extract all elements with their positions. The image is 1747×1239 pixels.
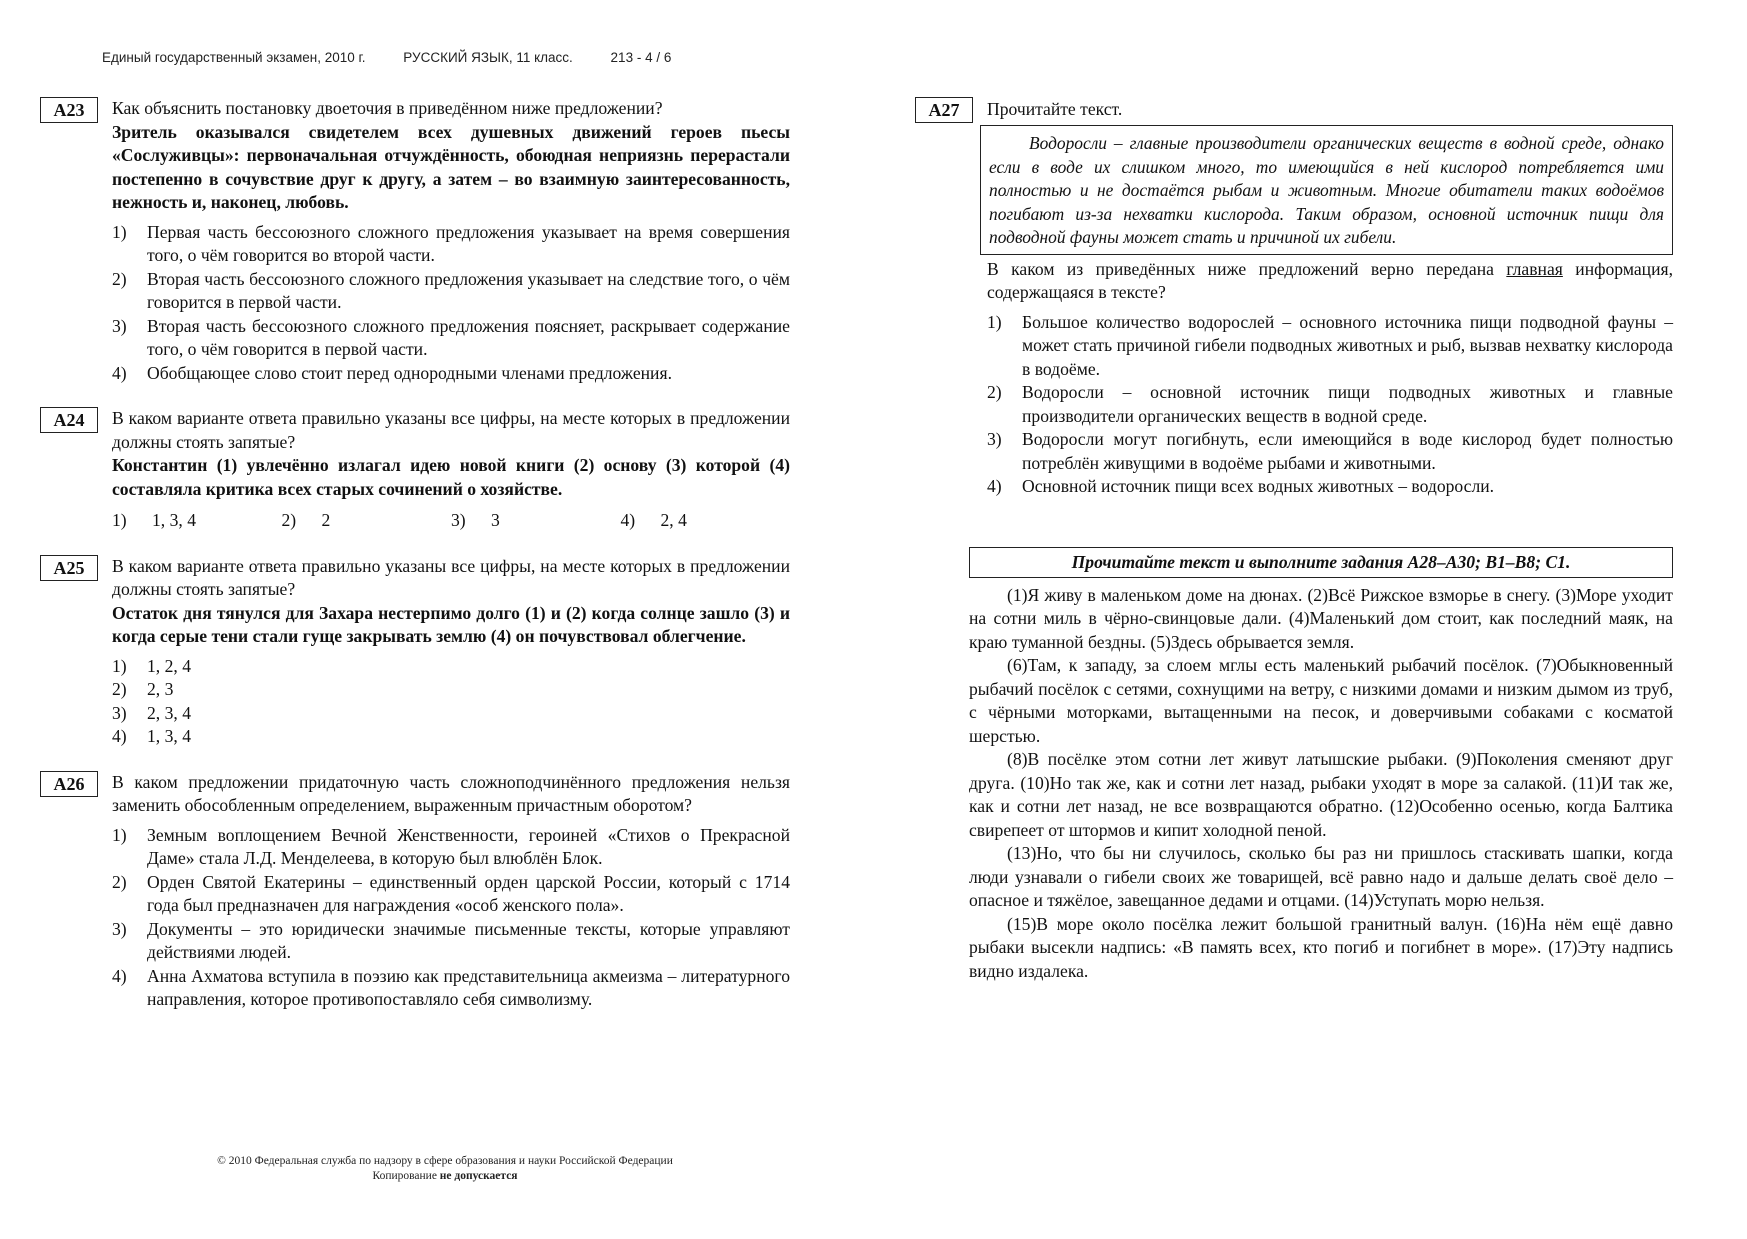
task-a27 bbox=[915, 97, 1673, 499]
left-column bbox=[40, 97, 790, 1034]
task-intro: Прочитайте текст. bbox=[987, 99, 1123, 119]
task-sentence: Зритель оказывался свидетелем всех душевных движений героев пьесы «Сослуживцы»: первоначальная отчуждённость, обоюдная неприязнь перерастали постепенно в сочувствие друг к другу, а затем – во взаимную заинтересованность, нежность и, наконец, любовь. bbox=[112, 121, 790, 212]
instruction-banner: Прочитайте текст и выполните задания А28–А30; В1–В8; С1. bbox=[969, 547, 1673, 578]
answer-options bbox=[112, 824, 790, 1012]
text-paragraph: (8)В посёлке этом сотни лет живут латышские рыбаки. (9)Поколения сменяют друг друга. (10)Но так же, как и сотни лет назад, рыбаки уходят в море за салакой. (11)И так же, как и сотни лет назад, не все возвращаются обратно. (12)Особенно осенью, когда Балтика свирепеет от штормов и кипит холодной пеной. bbox=[969, 749, 1673, 840]
right-column bbox=[915, 97, 1673, 983]
answer-option[interactable]: 4) Обобщающее слово стоит перед однородными членами предложения. bbox=[112, 362, 672, 383]
answer-option[interactable]: 2) Вторая часть бессоюзного сложного предложения указывает на следствие того, о чём говорится в первой части. bbox=[112, 268, 790, 312]
answer-options bbox=[112, 221, 790, 386]
answer-option[interactable]: 1) 1, 3, 4 bbox=[112, 510, 196, 530]
answer-option[interactable]: 2) 2, 3 bbox=[112, 679, 174, 699]
answer-option[interactable]: 3) Водоросли могут погибнуть, если имеющийся в воде кислород будет полностью потреблён живущими в водоёме рыбами и животными. bbox=[987, 429, 1673, 473]
answer-option[interactable]: 1) Первая часть бессоюзного сложного предложения указывает на время совершения того, о чём говорится во второй части. bbox=[112, 221, 790, 265]
copy-notice: Копирование не допускается bbox=[372, 1170, 518, 1182]
page-number: 213 - 4 / 6 bbox=[610, 50, 672, 65]
task-number: A23 bbox=[40, 97, 98, 123]
task-number: A25 bbox=[40, 555, 98, 581]
task-sentence: Остаток дня тянулся для Захара нестерпимо долго (1) и (2) когда солнце зашло (3) и когда серые тени стали гуще закрывать землю (4) он почувствовал облегчение. bbox=[112, 602, 790, 646]
answer-option[interactable]: 1) Большое количество водорослей – основного источника пищи подводной фауны – может стать причиной гибели подводных животных и рыб, вызвав нехватку кислорода в водоёме. bbox=[987, 311, 1673, 379]
reading-text bbox=[969, 584, 1673, 984]
page-header bbox=[102, 50, 705, 65]
exam-title: Единый государственный экзамен, 2010 г. bbox=[102, 50, 366, 65]
task-question: В каком из приведённых ниже предложений верно передана главная информация, содержащаяся в тексте? bbox=[987, 258, 1673, 302]
answer-option[interactable]: 4) Основной источник пищи всех водных животных – водоросли. bbox=[987, 476, 1495, 496]
subject-title: РУССКИЙ ЯЗЫК, 11 класс. bbox=[403, 50, 573, 65]
text-paragraph: (15)В море около посёлка лежит большой гранитный валун. (16)На нём ещё давно рыбаки высекли надпись: «В память всех, кто погиб и погибнет в море». (17)Эту надпись видно издалека. bbox=[969, 913, 1673, 981]
task-a23 bbox=[40, 97, 790, 385]
answer-option[interactable]: 3) Документы – это юридически значимые письменные тексты, которые управляют действиями людей. bbox=[112, 918, 790, 962]
task-question: В каком предложении придаточную часть сложноподчинённого предложения нельзя заменить обособленным определением, выраженным причастным оборотом? bbox=[112, 771, 790, 815]
task-question: Как объяснить постановку двоеточия в приведённом ниже предложении? bbox=[112, 98, 663, 118]
answer-option[interactable]: 2) Водоросли – основной источник пищи подводных животных и главные производители органических веществ в водной среде. bbox=[987, 382, 1673, 426]
answer-option[interactable]: 3) Вторая часть бессоюзного сложного предложения поясняет, раскрывает содержание того, о чём говорится в первой части. bbox=[112, 315, 790, 359]
text-paragraph: (6)Там, к западу, за слоем мглы есть маленький рыбачий посёлок. (7)Обыкновенный рыбачий посёлок с сетями, сохнущими на ветру, с низкими домами и низким дымом из труб, с чёрными моторками, вытащенными на песок, и доверчивыми собаками с косматой шерстью. bbox=[969, 655, 1673, 746]
text-paragraph: (13)Но, что бы ни случилось, сколько бы раз ни пришлось стаскивать шапки, когда люди узнавали о гибели своих же товарищей, всё равно надо и дальше делать своё дело – опасное и тяжёлое, завещанное дедами и отцами. (14)Уступать морю нельзя. bbox=[969, 843, 1673, 910]
task-number: A26 bbox=[40, 771, 98, 797]
copyright-footer bbox=[180, 1154, 710, 1184]
task-question: В каком варианте ответа правильно указаны все цифры, на месте которых в предложении должны стоять запятые? bbox=[112, 408, 790, 452]
answer-option[interactable]: 2) Орден Святой Екатерины – единственный орден царской России, который с 1714 года был предназначен для награждения «особ женского пола». bbox=[112, 871, 790, 915]
reading-passage-box: Водоросли – главные производители органических веществ в водной среде, однако если в воде их слишком много, то имеющийся в ней кислород потребляется ими полностью и не достаётся рыбам и животным. Многие обитатели таких водоёмов погибают из-за нехватки кислорода. Таким образом, основной источник пищи для подводной фауны может стать и причиной их гибели. bbox=[980, 125, 1673, 255]
task-question: В каком варианте ответа правильно указаны все цифры, на месте которых в предложении должны стоять запятые? bbox=[112, 555, 790, 599]
answer-option[interactable]: 1) Земным воплощением Вечной Женственности, героиней «Стихов о Прекрасной Даме» стала Л.Д. Менделеева, в которую был влюблён Блок. bbox=[112, 824, 790, 868]
answer-option[interactable]: 2) 2 bbox=[281, 510, 331, 530]
text-paragraph: (1)Я живу в маленьком доме на дюнах. (2)Всё Рижское взморье в снегу. (3)Море уходит на сотни миль в чёрно-свинцовые дали. (4)Маленький дом стоит, как последний маяк, на краю туманной бездны. (5)Здесь обрывается земля. bbox=[969, 584, 1673, 652]
answer-options bbox=[112, 509, 790, 533]
task-number: A27 bbox=[915, 97, 973, 123]
answer-option[interactable]: 3) 3 bbox=[451, 510, 500, 530]
task-sentence: Константин (1) увлечённо излагал идею новой книги (2) основу (3) которой (4) составляла критика всех старых сочинений о хозяйстве. bbox=[112, 455, 790, 499]
answer-option[interactable]: 3) 2, 3, 4 bbox=[112, 702, 191, 723]
task-a26 bbox=[40, 771, 790, 1012]
answer-options bbox=[987, 311, 1673, 499]
task-a25 bbox=[40, 555, 790, 749]
task-number: A24 bbox=[40, 407, 98, 433]
answer-option[interactable]: 4) Анна Ахматова вступила в поэзию как представительница акмеизма – литературного направления, которое противопоставляло себя символизму. bbox=[112, 965, 790, 1009]
answer-option[interactable]: 4) 2, 4 bbox=[620, 510, 687, 530]
answer-option[interactable]: 1) 1, 2, 4 bbox=[112, 655, 191, 676]
task-a24 bbox=[40, 407, 790, 533]
answer-options bbox=[112, 655, 790, 749]
answer-option[interactable]: 4) 1, 3, 4 bbox=[112, 726, 191, 746]
copyright-line: © 2010 Федеральная служба по надзору в сфере образования и науки Российской Федерации bbox=[217, 1155, 673, 1167]
